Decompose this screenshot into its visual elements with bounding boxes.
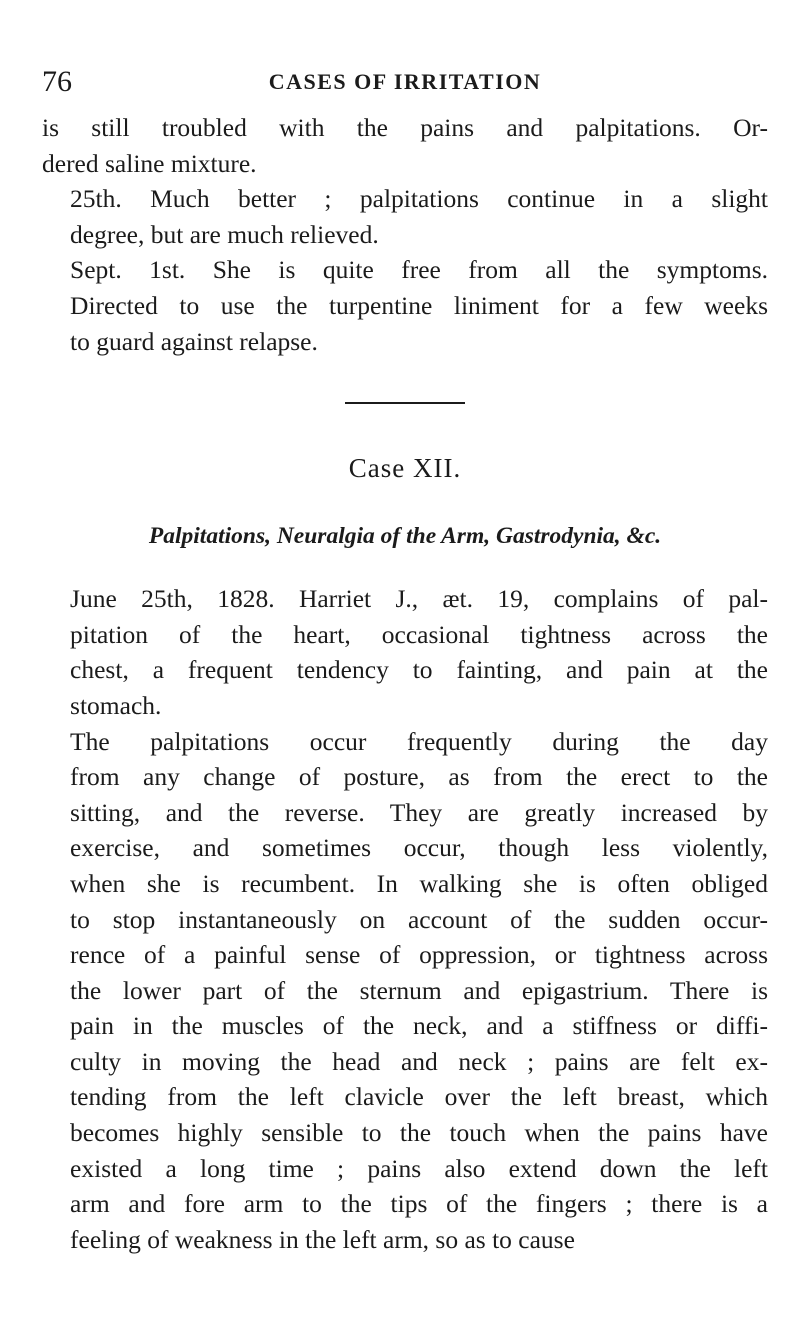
text-line: The palpitations occur frequently during the day: [70, 726, 768, 756]
paragraph: [42, 252, 768, 359]
case-body: [42, 581, 768, 1257]
text-line: culty in moving the head and neck ; pains are felt ex-: [70, 1046, 768, 1076]
section-divider: [345, 402, 465, 404]
text-line: June 25th, 1828. Harriet J., æt. 19, complains of pal-: [70, 584, 768, 614]
text-line: when she is recumbent. In walking she is often obliged: [70, 868, 768, 898]
paragraph: [42, 581, 768, 723]
text-line: feeling of weakness in the left arm, so as to cause: [70, 1224, 575, 1254]
text-line: becomes highly sensible to the touch when the pains have: [70, 1118, 768, 1148]
text-line: tending from the left clavicle over the left breast, which: [70, 1082, 768, 1112]
paragraph: [42, 181, 768, 252]
text-line: is still troubled with the pains and palpitations. Or-: [42, 113, 768, 142]
text-line: dered saline mixture.: [42, 148, 257, 178]
text-line: 25th. Much better ; palpitations continue in a slight: [70, 184, 768, 214]
text-line: Sept. 1st. She is quite free from all the symptoms.: [70, 255, 768, 285]
paragraph: [42, 110, 768, 181]
running-head: [42, 60, 768, 104]
case-subtitle: Palpitations, Neuralgia of the Arm, Gastrodynia, &c.: [148, 523, 662, 550]
text-line: sitting, and the reverse. They are greatly increased by: [70, 797, 768, 827]
text-line: degree, but are much relieved.: [70, 219, 379, 249]
text-line: exercise, and sometimes occur, though less violently,: [70, 833, 768, 863]
text-line: pitation of the heart, occasional tightness across the: [70, 619, 768, 649]
text-line: pain in the muscles of the neck, and a stiffness or diffi-: [70, 1011, 768, 1041]
text-line: stomach.: [70, 690, 162, 720]
page-number: 76: [42, 65, 72, 98]
text-line: existed a long time ; pains also extend down the left: [70, 1153, 768, 1183]
text-line: from any change of posture, as from the erect to the: [70, 762, 768, 792]
text-line: arm and fore arm to the tips of the fingers ; there is a: [70, 1189, 768, 1219]
case-heading: Case XII.: [348, 453, 462, 484]
text-line: Directed to use the turpentine liniment for a few weeks: [70, 290, 768, 320]
book-page: [42, 60, 768, 1257]
text-block-top: [42, 110, 768, 359]
paragraph: [42, 724, 768, 1258]
text-line: to guard against relapse.: [70, 326, 318, 356]
running-head-title: CASES OF IRRITATION: [268, 69, 542, 94]
text-line: the lower part of the sternum and epigastrium. There is: [70, 975, 768, 1005]
text-line: rence of a painful sense of oppression, or tightness across: [70, 940, 768, 970]
text-line: chest, a frequent tendency to fainting, and pain at the: [70, 655, 768, 685]
text-line: to stop instantaneously on account of the sudden occur-: [70, 904, 768, 934]
